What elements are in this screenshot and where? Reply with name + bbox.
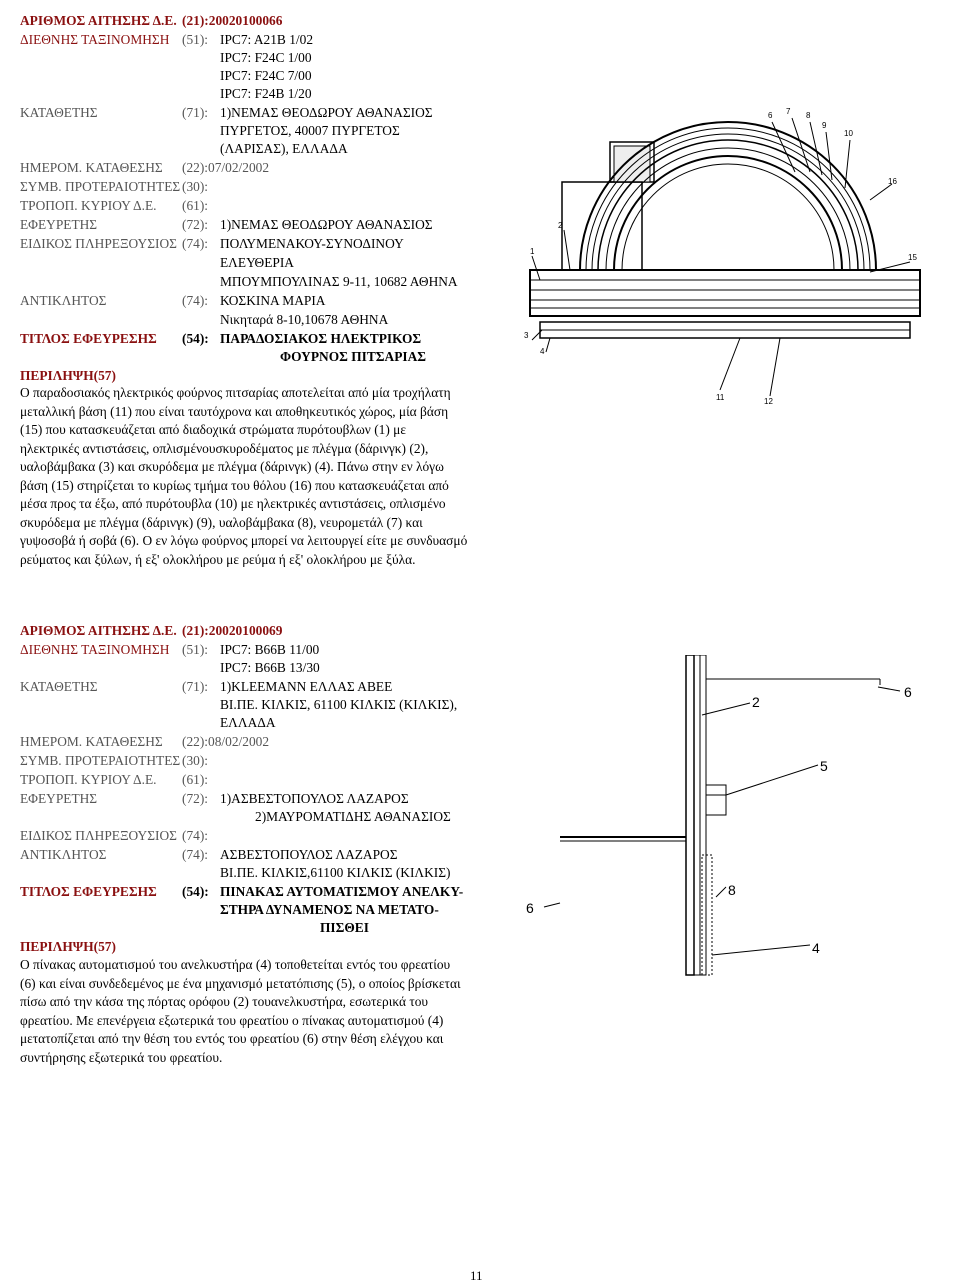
applicant-line: ΒΙ.ΠΕ. ΚΙΛΚΙΣ, 61100 ΚΙΛΚΙΣ (ΚΙΛΚΙΣ), <box>220 697 458 712</box>
modification-code: (61): <box>182 198 209 213</box>
figure-label: 7 <box>786 107 791 116</box>
modification-label: ΤΡΟΠΟΠ. ΚΥΡΙΟΥ Δ.Ε. <box>20 198 157 213</box>
agent-code: (74): <box>182 828 209 843</box>
applicant-line: ΕΛΛΑΔΑ <box>220 715 276 730</box>
filing-date-label: ΗΜΕΡΟΜ. ΚΑΤΑΘΕΣΗΣ <box>20 734 163 749</box>
figure-label: 8 <box>728 882 736 898</box>
abstract-line: μετατοπίζεται από την θέση του εντός του φρεατίου (6) στην θέση ελέγχου και <box>20 1031 444 1046</box>
agent-line: ΜΠΟΥΜΠΟΥΛΙΝΑΣ 9-11, 10682 ΑΘΗΝΑ <box>220 274 458 289</box>
abstract-line: πίσω από την κάσα της πόρτας ορόφου (2) τουανελκυστήρα, εσωτερικά του <box>20 994 429 1009</box>
page-number: 11 <box>470 1268 483 1283</box>
abstract-label: ΠΕΡΙΛΗΨΗ(57) <box>20 939 116 954</box>
representative-code: (74): <box>182 847 209 862</box>
abstract-line: ρεύματος και ξύλων, ή εξ' ολοκλήρου με ρεύμα ή εξ' ολοκλήρου με ξύλα. <box>20 551 416 567</box>
figure-label: 6 <box>768 111 773 120</box>
oven-drawing <box>510 100 950 410</box>
applicant-line: 1)KLEEMANN ΕΛΛΑΣ ΑΒΕΕ <box>220 679 393 694</box>
abstract-text <box>20 956 470 1067</box>
abstract-line: μεταλλική βάση (11) που είναι ταυτόχρονα και αποθηκευτικός χώρος, μία βάση <box>20 403 449 419</box>
applicant-line: ΠΥΡΓΕΤΟΣ, 40007 ΠΥΡΓΕΤΟΣ <box>220 123 400 138</box>
agent-line: ΠΟΛΥΜΕΝΑΚΟΥ-ΣΥΝΟΔΙΝΟΥ <box>220 236 404 251</box>
representative-line: Νικηταρά 8-10,10678 ΑΘΗΝΑ <box>220 312 389 327</box>
priority-code: (30): <box>182 179 209 194</box>
title-line: ΠΙΝΑΚΑΣ ΑΥΤΟΜΑΤΙΣΜΟΥ ΑΝΕΛΚΥ- <box>220 884 464 899</box>
title-label: ΤΙΤΛΟΣ ΕΦΕΥΡΕΣΗΣ <box>20 884 157 899</box>
figure-label: 9 <box>822 121 827 130</box>
figure-label: 1 <box>530 247 535 256</box>
inventor-line: 1)ΝΕΜΑΣ ΘΕΟΔΩΡΟΥ ΑΘΑΝΑΣΙΟΣ <box>220 217 433 232</box>
figure-label: 5 <box>820 758 828 774</box>
figure-label: 11 <box>716 393 725 402</box>
elevator-panel-drawing <box>520 655 950 985</box>
figure-label: 3 <box>524 331 529 340</box>
inventor-code: (72): <box>182 791 209 806</box>
figure-label: 6 <box>526 900 534 916</box>
filing-date-value: (22):08/02/2002 <box>182 734 270 749</box>
figure-label: 15 <box>908 253 917 262</box>
figure-label: 2 <box>558 221 563 230</box>
inventor-label: ΕΦΕΥΡΕΤΗΣ <box>20 791 98 806</box>
abstract-line: σκυρόδεμα με πλέγμα (δάρινγκ) (9), υαλοβάμβακα (8), νευρομετάλ (7) και <box>20 514 423 530</box>
classification-value: IPC7: F24B 1/20 <box>220 86 312 101</box>
app-number-value: (21):20020100066 <box>182 13 283 28</box>
figure-label: 4 <box>540 347 545 356</box>
representative-line: ΑΣΒΕΣΤΟΠΟΥΛΟΣ ΛΑΖΑΡΟΣ <box>220 847 398 862</box>
modification-code: (61): <box>182 772 209 787</box>
app-number-value: (21):20020100069 <box>182 623 283 638</box>
applicant-line: 1)ΝΕΜΑΣ ΘΕΟΔΩΡΟΥ ΑΘΑΝΑΣΙΟΣ <box>220 105 433 120</box>
representative-label: ΑΝΤΙΚΛΗΤΟΣ <box>20 293 107 308</box>
applicant-label: ΚΑΤΑΘΕΤΗΣ <box>20 679 98 694</box>
figure-label: 10 <box>844 129 853 138</box>
classification-value: IPC7: F24C 1/00 <box>220 50 312 65</box>
inventor-line: 1)ΑΣΒΕΣΤΟΠΟΥΛΟΣ ΛΑΖΑΡΟΣ <box>220 791 409 806</box>
agent-label: ΕΙΔΙΚΟΣ ΠΛΗΡΕΞΟΥΣΙΟΣ <box>20 828 177 843</box>
classification-value: IPC7: B66B 13/30 <box>220 660 320 675</box>
filing-date-value: (22):07/02/2002 <box>182 160 270 175</box>
abstract-line: Ο παραδοσιακός ηλεκτρικός φούρνος πιτσαρίας αποτελείται από μία τροχήλατη <box>20 385 451 400</box>
classification-code: (51): <box>182 32 209 47</box>
title-code: (54): <box>182 331 209 346</box>
abstract-line: ηλεκτρικές αντιστάσεις, οπλισμένουσκυροδέματος με πλέγμα (δάρινγκ) (2), <box>20 440 429 456</box>
priority-code: (30): <box>182 753 209 768</box>
abstract-text <box>20 384 470 569</box>
priority-label: ΣΥΜΒ. ΠΡΟΤΕΡΑΙΟΤΗΤΕΣ <box>20 753 181 768</box>
title-line: ΠΑΡΑΔΟΣΙΑΚΟΣ ΗΛΕΚΤΡΙΚΟΣ <box>220 331 422 346</box>
applicant-code: (71): <box>182 105 209 120</box>
representative-line: ΚΟΣΚΙΝΑ ΜΑΡΙΑ <box>220 293 326 308</box>
app-number-label: ΑΡΙΘΜΟΣ ΑΙΤΗΣΗΣ Δ.Ε. <box>20 623 177 638</box>
inventor-code: (72): <box>182 217 209 232</box>
title-line: ΦΟΥΡΝΟΣ ΠΙΤΣΑΡΙΑΣ <box>280 349 427 364</box>
abstract-line: γυψοσοβά ή σοβά (6). Ο εν λόγω φούρνος μπορεί να λειτουργεί είτε με συνδυασμό <box>20 533 468 548</box>
figure-label: 8 <box>806 111 811 120</box>
classification-code: (51): <box>182 642 209 657</box>
abstract-line: φρεατίου. Με επενέργεια εξωτερικά του φρεατίου ο πίνακας αυτοματισμού (4) <box>20 1012 444 1028</box>
abstract-line: υαλοβάμβακα (3) και σκυρόδεμα με πλέγμα (δάρινγκ) (4). Πάνω στην εν λόγω <box>20 459 444 474</box>
representative-line: ΒΙ.ΠΕ. ΚΙΛΚΙΣ,61100 ΚΙΛΚΙΣ (ΚΙΛΚΙΣ) <box>220 865 451 880</box>
abstract-line: βάση (15) στηρίζεται το κυρίως τμήμα του θόλου (16) που κατασκευάζεται από <box>20 477 449 493</box>
app-number-label: ΑΡΙΘΜΟΣ ΑΙΤΗΣΗΣ Δ.Ε. <box>20 13 177 28</box>
applicant-code: (71): <box>182 679 209 694</box>
title-code: (54): <box>182 884 209 899</box>
filing-date-label: ΗΜΕΡΟΜ. ΚΑΤΑΘΕΣΗΣ <box>20 160 163 175</box>
classification-value: IPC7: B66B 11/00 <box>220 642 320 657</box>
figure-label: 16 <box>888 177 897 186</box>
title-line: ΠΙΣΘΕΙ <box>320 920 369 935</box>
inventor-label: ΕΦΕΥΡΕΤΗΣ <box>20 217 98 232</box>
classification-value: IPC7: A21B 1/02 <box>220 32 314 47</box>
abstract-line: (6) και είναι συνδεδεμένος με ένα μηχανισμό μετατόπισης (5), ο οποίος βρίσκεται <box>20 975 461 991</box>
figure-label: 4 <box>812 940 820 956</box>
agent-label: ΕΙΔΙΚΟΣ ΠΛΗΡΕΞΟΥΣΙΟΣ <box>20 236 177 251</box>
agent-code: (74): <box>182 236 209 251</box>
inventor-line: 2)ΜΑΥΡΟΜΑΤΙΔΗΣ ΑΘΑΝΑΣΙΟΣ <box>255 809 451 824</box>
representative-code: (74): <box>182 293 209 308</box>
classification-value: IPC7: F24C 7/00 <box>220 68 312 83</box>
priority-label: ΣΥΜΒ. ΠΡΟΤΕΡΑΙΟΤΗΤΕΣ <box>20 179 181 194</box>
abstract-line: συντήρησης εξωτερικά του φρεατίου. <box>20 1049 223 1065</box>
title-line: ΣΤΗΡΑ ΔΥΝΑΜΕΝΟΣ ΝΑ ΜΕΤΑΤΟ- <box>220 902 439 917</box>
figure-label: 2 <box>752 694 760 710</box>
abstract-line: μέσα προς τα έξω, από πυρότουβλα (10) με ηλεκτρικές αντιστάσεις, οπλισμένο <box>20 496 446 511</box>
abstract-line: (15) που κατασκευάζεται από διαδοχικά στρώματα πυρότουβλων (1) με <box>20 422 406 437</box>
representative-label: ΑΝΤΙΚΛΗΤΟΣ <box>20 847 107 862</box>
applicant-line: (ΛΑΡΙΣΑΣ), ΕΛΛΑΔΑ <box>220 141 348 156</box>
classification-label: ΔΙΕΘΝΗΣ ΤΑΞΙΝΟΜΗΣΗ <box>20 642 170 657</box>
classification-label: ΔΙΕΘΝΗΣ ΤΑΞΙΝΟΜΗΣΗ <box>20 32 170 47</box>
title-label: ΤΙΤΛΟΣ ΕΦΕΥΡΕΣΗΣ <box>20 331 157 346</box>
abstract-line: Ο πίνακας αυτοματισμού του ανελκυστήρα (4) τοποθετείται εντός του φρεατίου <box>20 957 451 972</box>
figure-label: 12 <box>764 397 773 406</box>
abstract-label: ΠΕΡΙΛΗΨΗ(57) <box>20 368 116 383</box>
figure-label: 6 <box>904 684 912 700</box>
modification-label: ΤΡΟΠΟΠ. ΚΥΡΙΟΥ Δ.Ε. <box>20 772 157 787</box>
applicant-label: ΚΑΤΑΘΕΤΗΣ <box>20 105 98 120</box>
agent-line: ΕΛΕΥΘΕΡΙΑ <box>220 255 294 270</box>
